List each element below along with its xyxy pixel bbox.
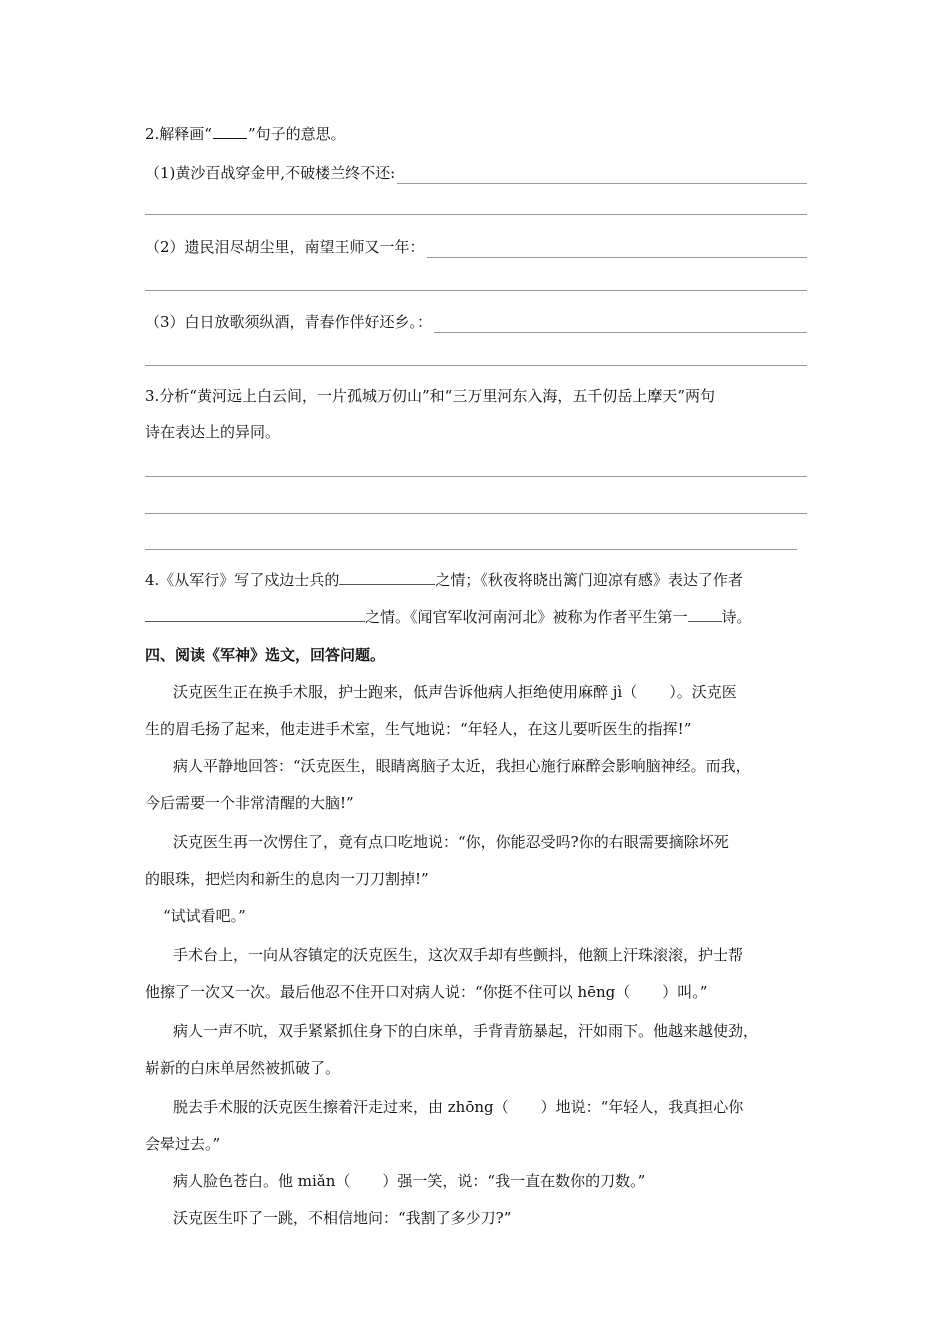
q3-answer-line-2[interactable]	[145, 513, 807, 514]
passage-p5-line-1: 手术台上，一向从容镇定的沃克医生，这次双手却有些颤抖，他额上汗珠滚滚，护士帮	[173, 946, 744, 964]
q2-item-1	[145, 162, 807, 184]
passage-p9: 沃克医生吓了一跳，不相信地问：“我割了多少刀?”	[173, 1209, 512, 1227]
passage-p5-line-2	[145, 981, 807, 1003]
passage-p7b: ）地说：“年轻人，我真担心你	[540, 1098, 744, 1116]
q2-item-1-answer-line-2[interactable]	[145, 214, 807, 215]
passage-p7a: 脱去手术服的沃克医生擦着汗走过来，由 zhōng（	[173, 1098, 509, 1116]
q4-part3: 之情。《闻官军收河南河北》被称为作者平生第一	[365, 608, 688, 626]
q2-item-2-answer-line[interactable]	[427, 242, 807, 258]
q3-answer-line-3[interactable]	[145, 549, 797, 550]
passage-p5c: ）叫。”	[662, 983, 708, 1001]
passage-p8b: ）强一笑，说：“我一直在数你的刀数。”	[382, 1172, 646, 1190]
q4-blank-1[interactable]	[339, 570, 435, 585]
passage-p8a: 病人脸色苍白。他 miǎn（	[173, 1172, 351, 1190]
q2-title-underline-sample	[213, 124, 247, 139]
q2-item-1-text: （1)黄沙百战穿金甲,不破楼兰终不还:	[145, 164, 396, 182]
q2-item-3-text: （3）白日放歌须纵酒，青春作伴好还乡。：	[145, 313, 433, 331]
q2-item-3-answer-line-2[interactable]	[145, 365, 807, 366]
passage-p1-line-1	[173, 681, 807, 703]
passage-p2-line-1: 病人平静地回答：“沃克医生，眼睛离脑子太近，我担心施行麻醉会影响脑神经。而我，	[173, 757, 751, 775]
q4-part1: 4.《从军行》写了戍边士兵的	[145, 571, 340, 589]
q3-answer-line-1[interactable]	[145, 476, 807, 477]
passage-p7-line-2: 会晕过去。”	[145, 1135, 221, 1153]
passage-p2-line-2: 今后需要一个非常清醒的大脑!”	[145, 794, 354, 812]
q3-line-1: 3.分析“黄河远上白云间，一片孤城万仞山”和“三万里河东入海，五千仞岳上摩天”两句	[145, 387, 715, 405]
passage-p5b: 他擦了一次又一次。最后他忍不住开口对病人说：“你挺不住可以 hēng（	[145, 983, 631, 1001]
q4-part2: 之情；《秋夜将晓出篱门迎凉有感》表达了作者	[435, 571, 743, 589]
q4-line-1	[145, 569, 807, 591]
q2-item-2-answer-line-2[interactable]	[145, 290, 807, 291]
passage-p1-line-2: 生的眉毛扬了起来，他走进手术室，生气地说：“年轻人，在这儿要听医生的指挥!”	[145, 720, 692, 738]
q2-title-post: ”句子的意思。	[247, 125, 346, 143]
q2-item-3-answer-line[interactable]	[434, 317, 807, 333]
q3-line-2: 诗在表达上的异同。	[145, 423, 281, 441]
passage-p6-line-2: 崭新的白床单居然被抓破了。	[145, 1059, 341, 1077]
passage-p8	[173, 1170, 807, 1192]
passage-p4: “试试看吧。”	[163, 907, 246, 925]
passage-p1a: 沃克医生正在换手术服，护士跑来，低声告诉他病人拒绝使用麻醉 jì（	[173, 683, 638, 701]
q2-item-2	[145, 236, 807, 258]
q2-title-pre: 2.解释画“	[145, 125, 212, 143]
passage-p7-line-1	[173, 1096, 807, 1118]
q2-item-2-text: （2）遗民泪尽胡尘里，南望王师又一年：	[145, 238, 425, 256]
q4-blank-2[interactable]	[145, 607, 365, 622]
q2-item-1-answer-line[interactable]	[397, 168, 807, 184]
passage-p6-line-1: 病人一声不吭，双手紧紧抓住身下的白床单，手背青筋暴起，汗如雨下。他越来越使劲，	[173, 1022, 759, 1040]
q4-part4: 诗。	[721, 608, 752, 626]
q2-title	[145, 123, 807, 145]
passage-p1b: ）。沃克医	[669, 683, 737, 701]
q4-blank-3[interactable]	[688, 607, 722, 622]
section-4-title: 四、阅读《军神》选文，回答问题。	[145, 646, 386, 664]
q4-line-2	[145, 606, 807, 628]
q2-item-3	[145, 311, 807, 333]
passage-p3-line-1: 沃克医生再一次愣住了，竟有点口吃地说：“你，你能忍受吗?你的右眼需要摘除坏死	[173, 833, 729, 851]
passage-p3-line-2: 的眼珠，把烂肉和新生的息肉一刀刀割掉!”	[145, 870, 429, 888]
